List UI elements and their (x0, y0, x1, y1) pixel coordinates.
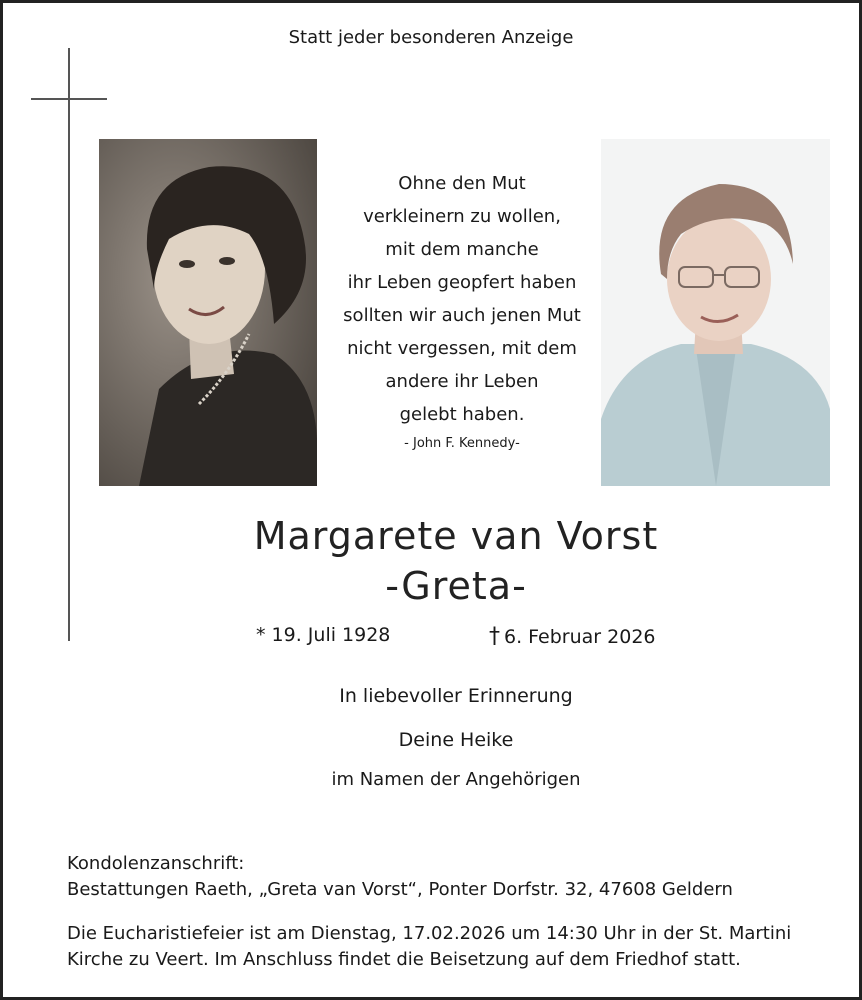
poem-attribution: - John F. Kennedy- (404, 436, 520, 451)
deceased-nickname: -Greta- (385, 564, 527, 608)
portrait-young-woman-photo (99, 139, 317, 486)
poem-line: andere ihr Leben (385, 371, 539, 392)
closing-remembrance: In liebevoller Erinnerung (339, 685, 573, 707)
condolence-address: Bestattungen Raeth, „Greta van Vorst“, Ponter Dorfstr. 32, 47608 Geldern (67, 879, 733, 900)
service-info: Die Eucharistiefeier ist am Dienstag, 17.02.2026 um 14:30 Uhr in der St. Martini Kirche zu Veert. Im Anschluss findet die Beisetzung auf dem Friedhof statt. (67, 923, 792, 970)
cross-symbol-horizontal-icon (31, 98, 107, 100)
elderly-woman-illustration (601, 139, 830, 486)
closing-family-note: im Namen der Angehörigen (331, 769, 581, 790)
dagger-cross-icon: † (489, 624, 500, 649)
death-date-row (489, 624, 656, 649)
poem-line: sollten wir auch jenen Mut (343, 305, 581, 326)
poem-quote (333, 167, 591, 453)
condolence-label: Kondolenzanschrift: (67, 853, 245, 874)
poem-line: gelebt haben. (399, 404, 525, 425)
portrait-elderly-woman-photo (601, 139, 830, 486)
birth-date: * 19. Juli 1928 (256, 624, 391, 646)
notice-header: Statt jeder besonderen Anzeige (288, 27, 574, 48)
death-date: 6. Februar 2026 (504, 626, 656, 648)
closing-signature: Deine Heike (398, 729, 514, 751)
deceased-name: Margarete van Vorst (253, 514, 659, 558)
poem-line: verkleinern zu wollen, (363, 206, 561, 227)
poem-line: Ohne den Mut (398, 173, 526, 194)
young-woman-illustration (99, 139, 317, 486)
poem-line: ihr Leben geopfert haben (347, 272, 577, 293)
poem-line: mit dem manche (385, 239, 539, 260)
poem-line: nicht vergessen, mit dem (347, 338, 577, 359)
